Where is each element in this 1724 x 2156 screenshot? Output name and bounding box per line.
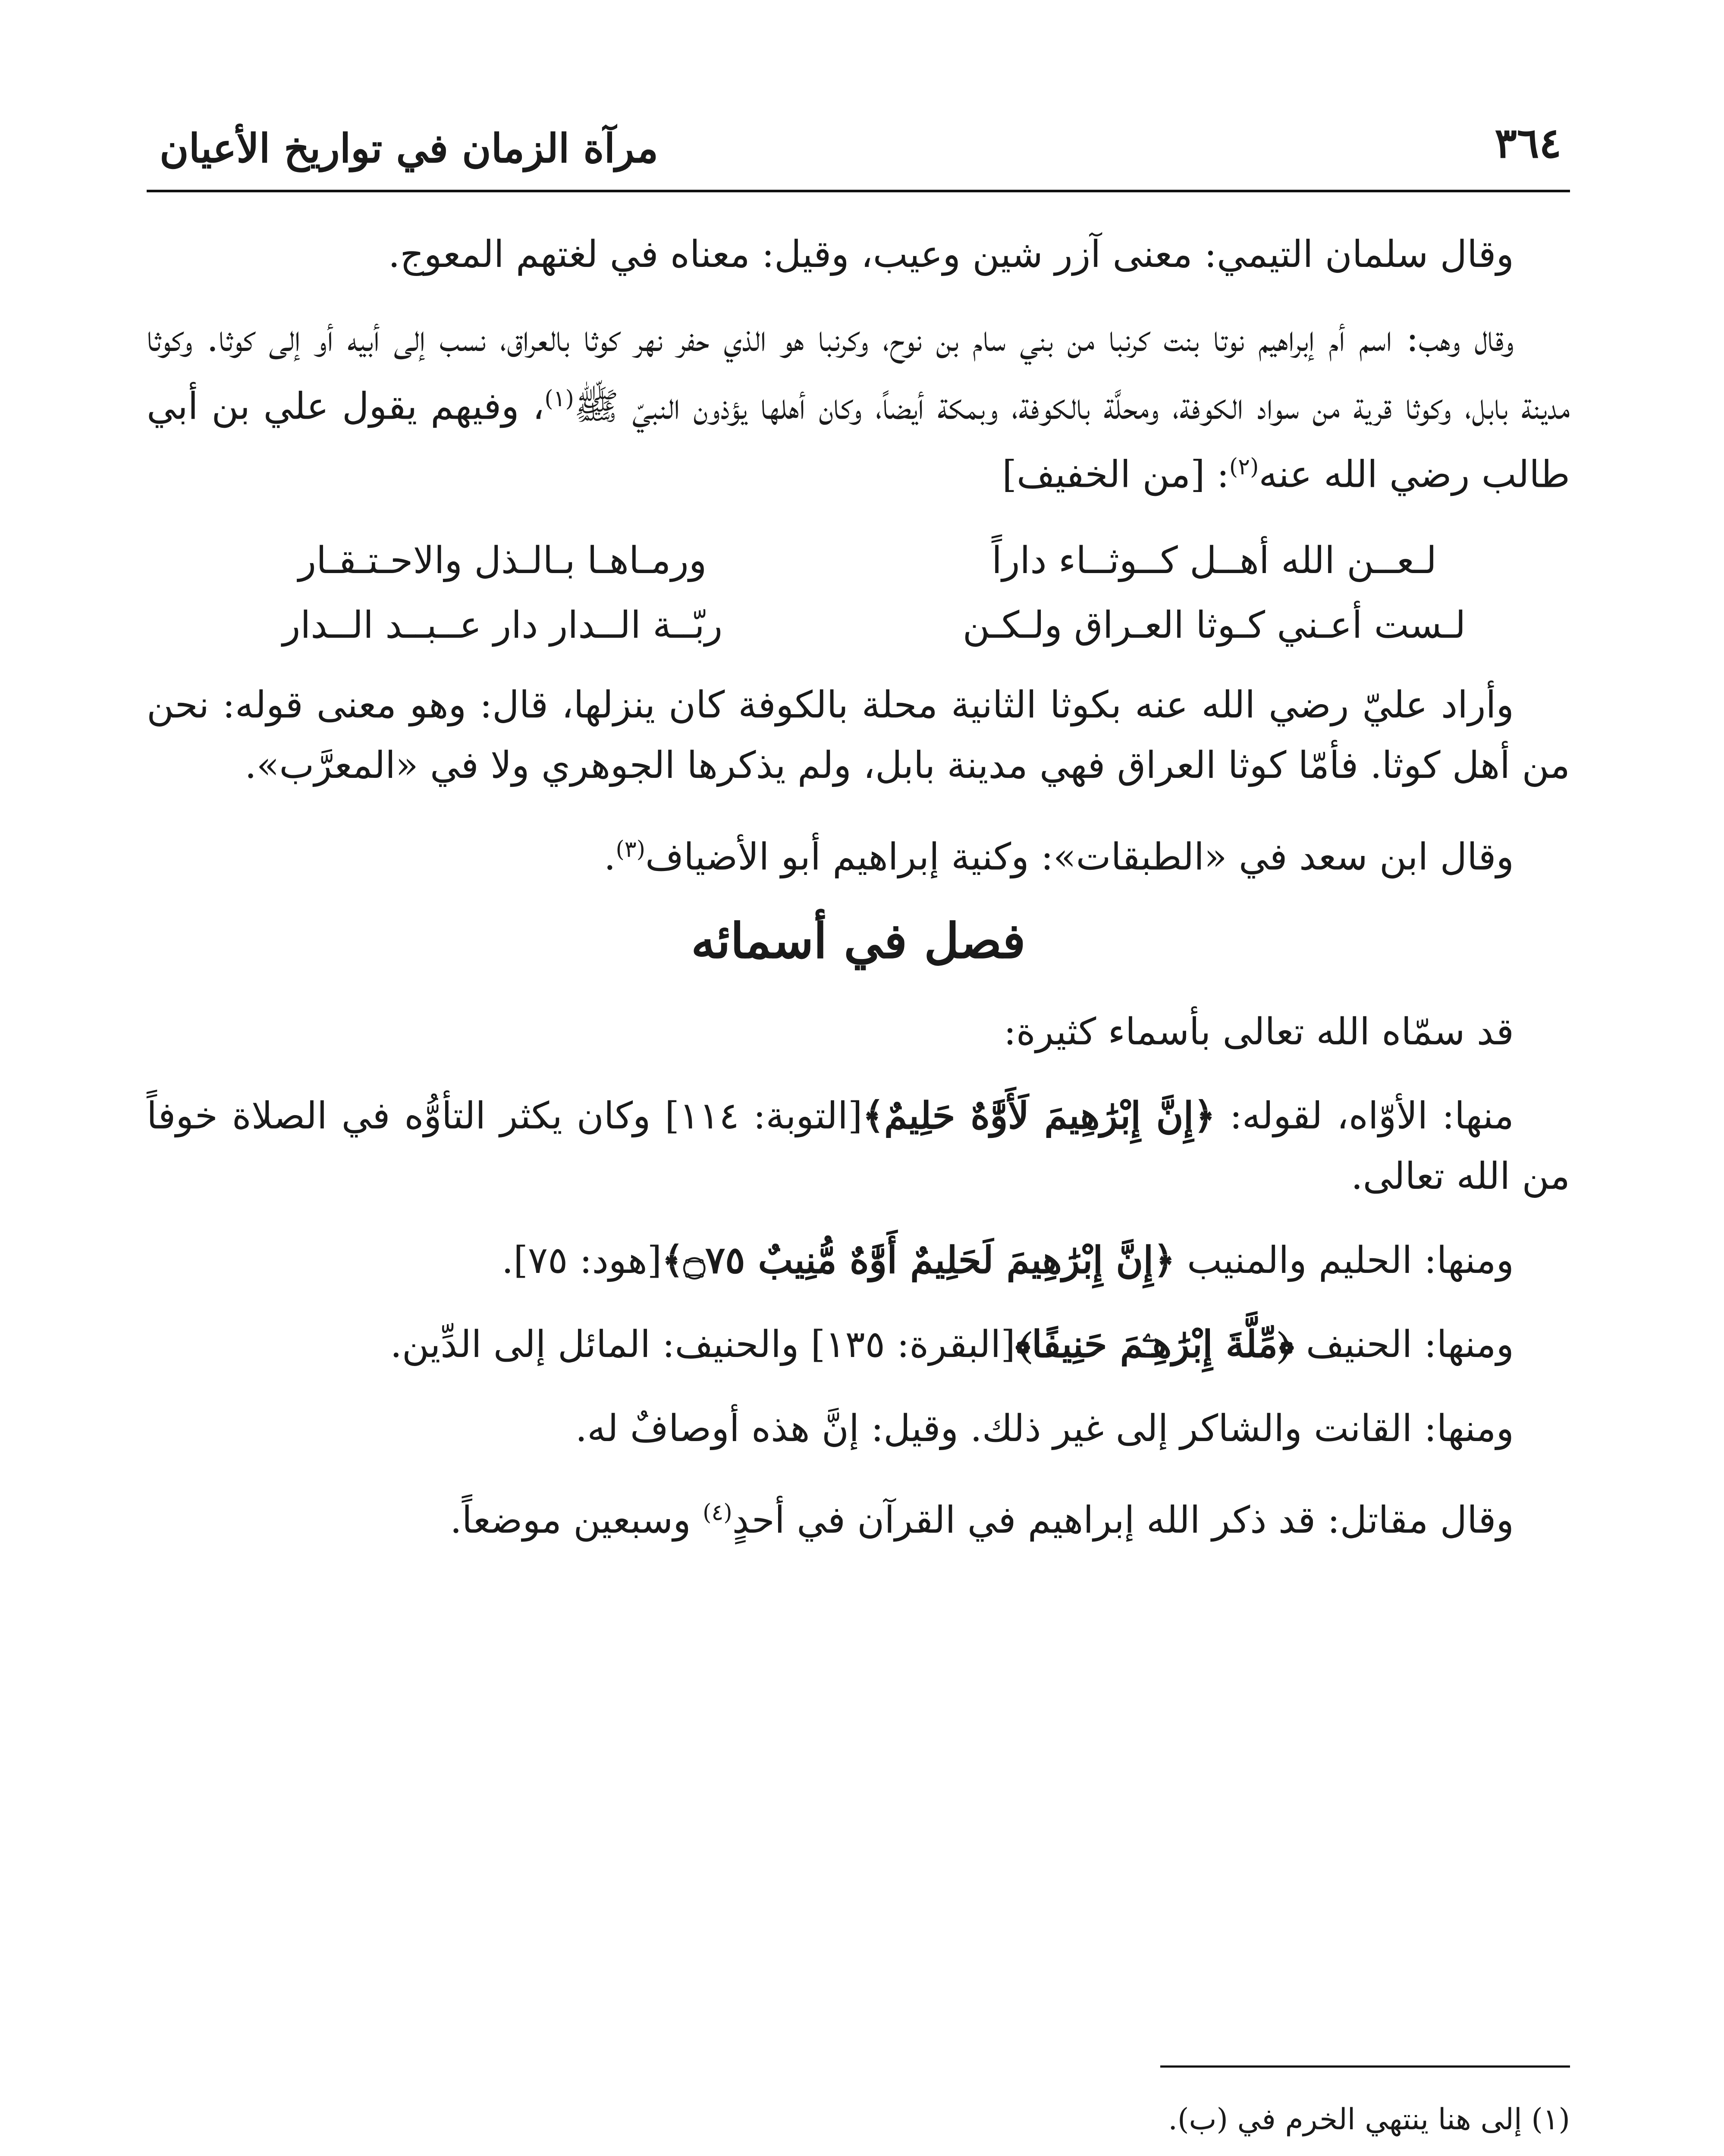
paragraph-awwah: منها: الأوّاه، لقوله: ﴿إِنَّ إِبْرَٰهِيمَ لَأَوَّٰهٌ حَلِيمٌ﴾[التوبة: ١١٤] وكان يكثر التأوُّه في الصلاة خوفاً من الله تعالى. [147,1094,1570,1198]
footnote-ref-1[interactable]: (١) [544,386,574,412]
book-page [147,108,1570,2156]
running-title: مرآة الزمان في تواريخ الأعيان [160,125,659,172]
poem-verse [147,528,1570,593]
paragraph-halim: ومنها: الحليم والمنيب ﴿إِنَّ إِبْرَٰهِيمَ لَحَلِيمٌ أَوَّٰهٌ مُّنِيبٌ ۝٧٥﴾[هود: ٧٥]. [502,1238,1514,1282]
footnote-1: (١) إلى هنا ينتهي الخرم في (ب). [1168,2103,1570,2137]
quran-quote: ﴿إِنَّ إِبْرَٰهِيمَ لَحَلِيمٌ أَوَّٰهٌ مُّنِيبٌ ۝٧٥﴾ [662,1238,1175,1282]
poem-verse [147,593,1570,658]
footnote-divider [1160,2065,1570,2068]
paragraph-muqatil: وقال مقاتل: قد ذكر الله إبراهيم في القرآن في أحدٍ$^{(٤)}$ وسبعين موضعاً. [450,1498,1514,1542]
poem [147,528,1570,658]
paragraph-wahb: وقال وهب: اسم أم إبراهيم نوتا بنت كرنبا من بني سام بن نوح، وكرنبا هو الذي حفر نهر كوثا بالعراق، نسب إلى أبيه أو إلى كوثا. وكوثا مدينة بابل، وكوثا قرية من سواد الكوفة، ومحلَّة بالكوفة، وبمكة أيضاً، وكان أهلها يؤذون النبيّ ﷺ$^{(١)}$، وفيهم يقول علي بن أبي طالب رضي الله عنه$^{(٢)}$: [من الخفيف] [147,317,1570,496]
footnote-ref-4[interactable]: (٤) [703,1499,732,1526]
paragraph-hanif: ومنها: الحنيف ﴿مِّلَّةَ إِبْرَٰهِـۧمَ حَنِيفًا﴾[البقرة: ١٣٥] والحنيف: المائل إلى الدِّين. [390,1322,1514,1366]
quran-quote: ﴿مِّلَّةَ إِبْرَٰهِـۧمَ حَنِيفًا﴾ [1015,1322,1294,1366]
verse-second-hemistich: ورمـاهـا بـالـذل والاحـتـقـار [298,539,707,583]
page-number: ٣٦٤ [1495,119,1561,167]
paragraph-ibn-saad: وقال ابن سعد في «الطبقات»: وكنية إبراهيم أبو الأضياف$^{(٣)}$. [604,835,1514,879]
paragraph-ali: وأراد عليّ رضي الله عنه بكوثا الثانية محلة بالكوفة كان ينزلها، قال: وهو معنى قوله: نحن من أهل كوثا. فأمّا كوثا العراق فهي مدينة بابل، ولم يذكرها الجوهري ولا في «المعرَّب». [147,683,1570,787]
main-text [147,224,1570,1574]
footnote-ref-2[interactable]: (٢) [1229,454,1259,480]
footnote-2 [147,2152,1570,2156]
footnote-ref-3[interactable]: (٣) [615,837,645,863]
footnotes [147,2096,1570,2156]
verse-first-hemistich: لـعــن الله أهــل كــوثــاء داراً [992,539,1437,583]
paragraph-salman: وقال سلمان التيمي: معنى آزر شين وعيب، وقيل: معناه في لغتهم المعوج. [388,233,1514,276]
paragraph-names-intro: قد سمّاه الله تعالى بأسماء كثيرة: [1003,1010,1514,1053]
verse-first-hemistich: لـست أعـني كـوثا العـراق ولـكـن [962,604,1466,647]
page-header [147,108,1570,192]
section-heading: فصل في أسمائه [691,912,1026,969]
quran-quote: ﴿إِنَّ إِبْرَٰهِيمَ لَأَوَّٰهٌ حَلِيمٌ﴾ [862,1094,1215,1138]
verse-second-hemistich: ربّــة الــدار دار عــبــد الــدار [282,604,723,647]
paragraph-qanit: ومنها: القانت والشاكر إلى غير ذلك. وقيل: إنَّ هذه أوصافٌ له. [575,1407,1514,1450]
